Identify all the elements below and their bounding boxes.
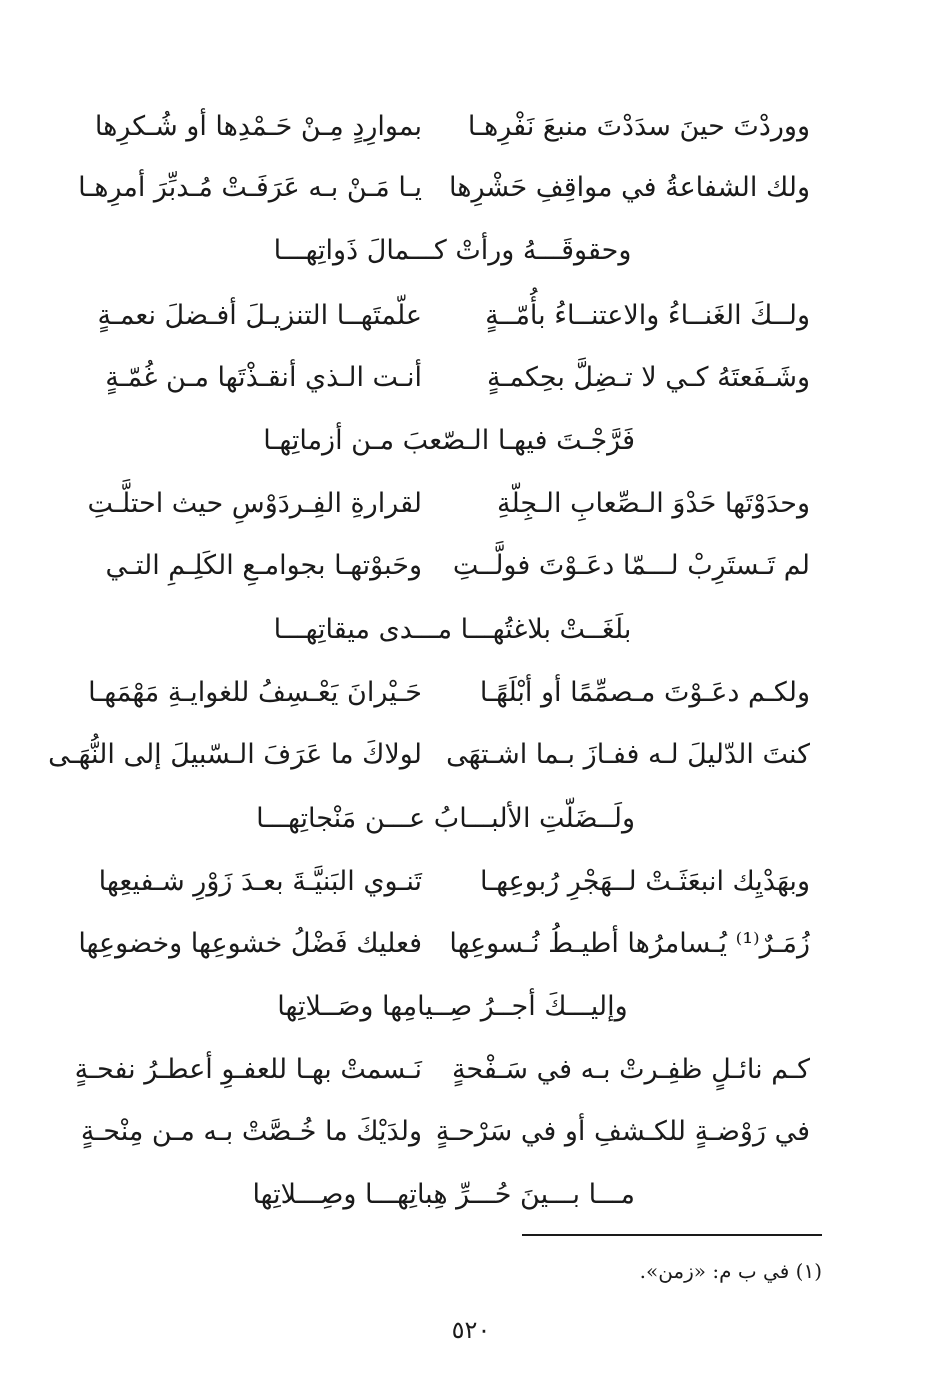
second-hemistich: بموارِدٍ مِـنْ حَـمْدِها أو شُـكرِها xyxy=(94,111,422,142)
second-hemistich: تَنـوي البَنيَّـةَ بعـدَ زَوْرِ شـفيعِها xyxy=(98,866,422,897)
poem-line xyxy=(0,725,942,785)
second-hemistich: نَـسمتْ بهـا للعفـوِ أعطـرُ نفحـةٍ xyxy=(74,1054,422,1085)
second-hemistich: لولاكَ ما عَرَفَ الـسّبيلَ إلى النُّهَـى xyxy=(48,739,422,770)
poem-line xyxy=(0,158,942,218)
footnote: (١) في ب م: «زمن». xyxy=(639,1259,822,1283)
refrain-text: وحقوقَـــهُ ورأتْ كـــمالَ ذَواتِهـــا xyxy=(273,235,632,266)
poem-line xyxy=(0,1102,942,1162)
first-hemistich: ولــكَ الغَنــاءُ والاعتنــاءُ بأُمّــةٍ xyxy=(485,300,810,331)
refrain-text: مـــا بـــينَ حُـــرِّ هِباتِهـــا وصِـــلاتِها xyxy=(252,1179,635,1210)
poem-refrain-line xyxy=(0,411,942,471)
refrain-text: ولَــضَلّتِ الألبـــابُ عـــن مَنْجاتِهـــا xyxy=(256,803,635,834)
poem-refrain-line xyxy=(0,789,942,849)
poem-line xyxy=(0,97,942,157)
second-hemistich: يـا مَـنْ بـه عَرَفَـتْ مُـدبِّرَ أمرِهـا xyxy=(78,172,422,203)
refrain-text: وإليـــكَ أجــرُ صِــيامِها وصَــلاتِها xyxy=(277,991,628,1022)
poem-line xyxy=(0,663,942,723)
first-hemistich: كـم نائـلٍ ظفِـرتْ بـه في سَـفْحةٍ xyxy=(451,1054,810,1085)
poem-refrain-line xyxy=(0,977,942,1037)
refrain-text: بلَغَــتْ بلاغتُهـــا مـــدى ميقاتِهـــا xyxy=(273,614,632,645)
first-hemistich: زُمَـرٌ⁽¹⁾ يُـسامرُها أطيـطُ نُـسوعِها xyxy=(449,928,810,959)
poem-line xyxy=(0,286,942,346)
second-hemistich: حَـيْرانَ يَعْـسِفُ للغوايـةِ مَهْمَهـا xyxy=(88,677,422,708)
first-hemistich: ولكـم دعَـوْتَ مـصمِّمًا أو أبْلَهًـا xyxy=(479,677,810,708)
first-hemistich: وحدَوْتَها حَدْوَ الـصِّعابِ الـجِلّةِ xyxy=(497,488,810,519)
footnote-divider xyxy=(522,1234,822,1236)
second-hemistich: أنـت الـذي أنقـذْتَها مـن غُمّـةٍ xyxy=(105,362,422,393)
refrain-text: فَرَّجْـتَ فيهـا الـصّعبَ مـن أزماتِهـا xyxy=(263,425,635,456)
first-hemistich: كنتَ الدّليلَ لـه ففـازَ بـما اشـتهَى xyxy=(446,739,810,770)
poem-refrain-line xyxy=(0,600,942,660)
second-hemistich: فعليك فَضْلُ خشوعِها وخضوعِها xyxy=(78,928,422,959)
first-hemistich: لم تَـستَرِبْ لـــمّا دعَـوْتَ فولَّــتِ xyxy=(452,550,810,581)
first-hemistich: وشَـفَعتَهُ كـي لا تـضِلَّ بحِكمـةٍ xyxy=(486,362,810,393)
poem-line xyxy=(0,1040,942,1100)
poem-line xyxy=(0,914,942,974)
poem-line xyxy=(0,536,942,596)
poem-line xyxy=(0,348,942,408)
first-hemistich: ولك الشفاعةُ في مواقِفِ حَشْرِها xyxy=(449,172,810,203)
first-hemistich: في رَوْضـةٍ للكـشفِ أو في سَرْحـةٍ xyxy=(435,1116,810,1147)
poem-refrain-line xyxy=(0,221,942,281)
first-hemistich: وبهَدْيِك انبعَثَـتْ لــهَجْرِ رُبوعِهـا xyxy=(480,866,810,897)
poem-line xyxy=(0,852,942,912)
poem-refrain-line xyxy=(0,1165,942,1225)
second-hemistich: وحَبوْتهـا بجوامـعِ الكَلِـمِ التـي xyxy=(105,550,422,581)
second-hemistich: لقرارةِ الفِـردَوْسِ حيث احتلَّـتِ xyxy=(87,488,422,519)
first-hemistich: ووردْتَ حينَ سدَدْتَ منبعَ نَفْرِهـا xyxy=(467,111,810,142)
second-hemistich: علّمتَهــا التنزيـلَ أفـضلَ نعمـةٍ xyxy=(97,300,422,331)
page-number: ٥٢٠ xyxy=(451,1316,491,1344)
poem-line xyxy=(0,474,942,534)
second-hemistich: ولدَيْكَ ما خُـصَّتْ بـه مـن مِنْحـةٍ xyxy=(80,1116,422,1147)
